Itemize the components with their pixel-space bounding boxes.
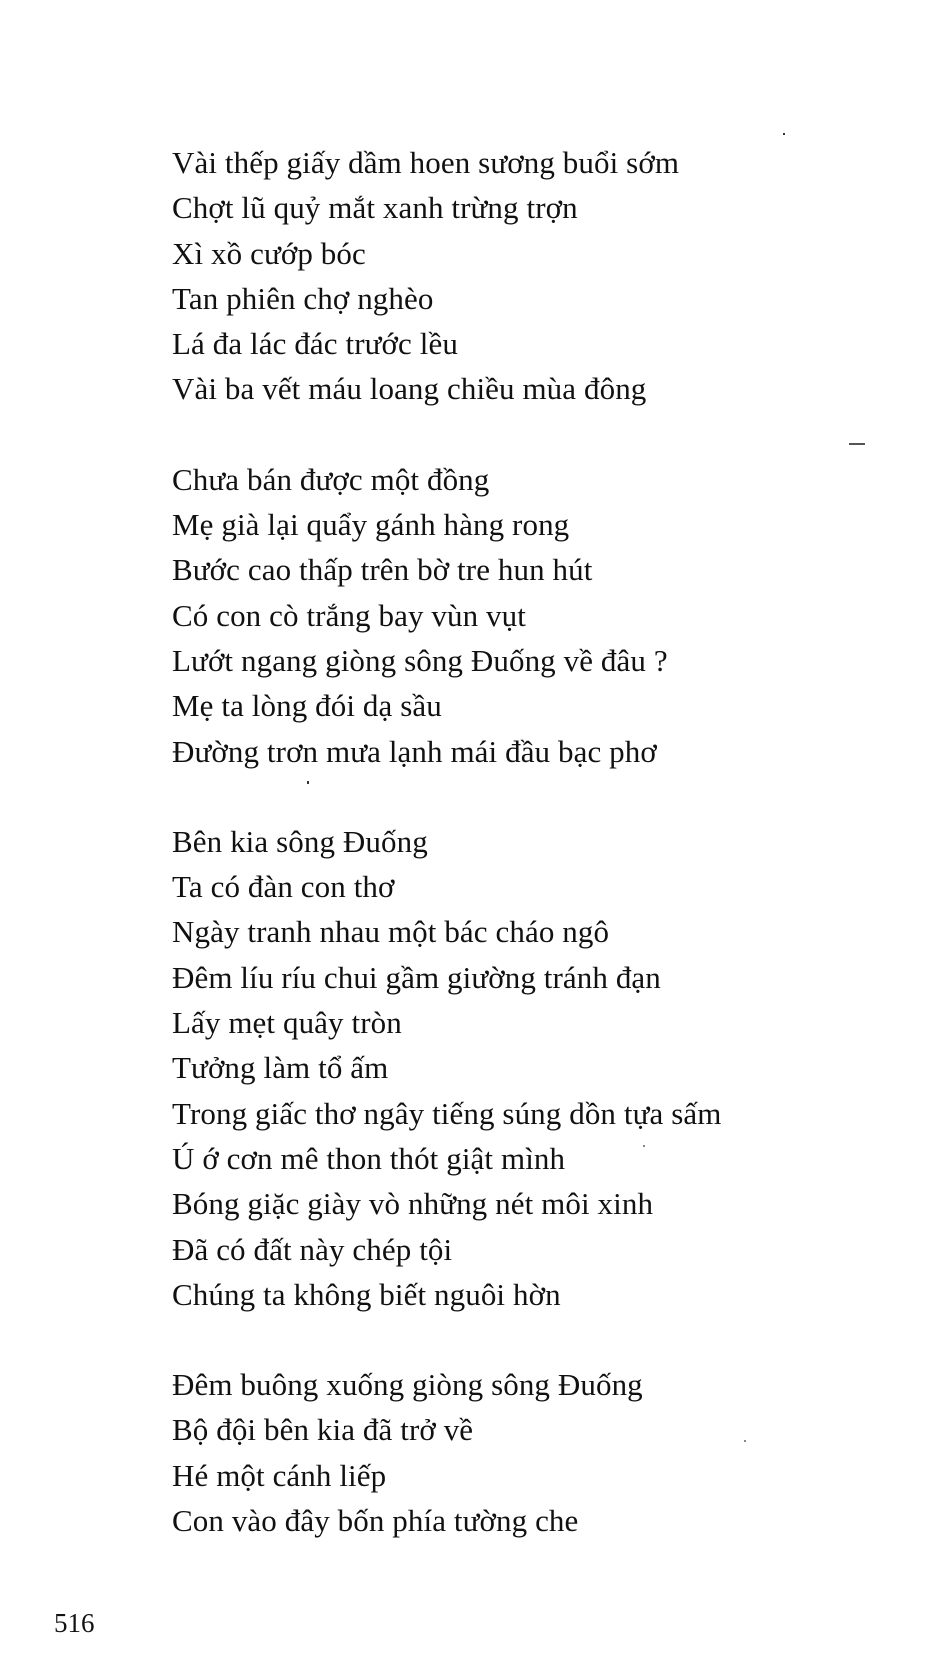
poem-line: Bước cao thấp trên bờ tre hun hút: [172, 552, 593, 588]
poem-line: Bộ đội bên kia đã trở về: [172, 1412, 474, 1448]
poem-line: Bóng giặc giày vò những nét môi xinh: [172, 1186, 654, 1222]
poem-line: Mẹ ta lòng đói dạ sầu: [172, 688, 442, 724]
poem-line: Vài thếp giấy dầm hoen sương buổi sớm: [172, 145, 680, 180]
poem-line: Tan phiên chợ nghèo: [172, 280, 434, 316]
poem-line: Chúng ta không biết nguôi hờn: [172, 1276, 561, 1312]
poem-line: Ta có đàn con thơ: [172, 869, 395, 905]
poem-line: Mẹ già lại quẩy gánh hàng rong: [172, 507, 570, 543]
poem-line: Xì xồ cướp bóc: [172, 235, 366, 271]
poem-line: Chợt lũ quỷ mắt xanh trừng trợn: [172, 190, 578, 226]
poem-line: Ú ớ cơn mê thon thót giật mình: [172, 1140, 566, 1176]
poem-line: Lấy mẹt quây tròn: [172, 1005, 402, 1041]
poem-line: Bên kia sông Đuống: [172, 823, 428, 859]
stanza-3: [172, 819, 872, 1317]
poem-body: [172, 140, 872, 1543]
scan-speck: [783, 133, 785, 135]
stanza-4: [172, 1362, 872, 1543]
stanza-1: [172, 140, 872, 412]
poem-line: Chưa bán được một đồng: [172, 461, 490, 497]
poem-line: Đêm líu ríu chui gầm giường tránh đạn: [172, 959, 661, 995]
poem-line: Vài ba vết máu loang chiều mùa đông: [172, 371, 647, 407]
poem-line: Có con cò trắng bay vùn vụt: [172, 597, 526, 633]
poem-line: Đã có đất này chép tội: [172, 1231, 453, 1267]
poem-line: Con vào đây bốn phía tường che: [172, 1503, 579, 1539]
poem-line: Lá đa lác đác trước lều: [172, 326, 458, 362]
poem-line: Hé một cánh liếp: [172, 1457, 387, 1493]
poem-line: Trong giấc thơ ngây tiếng súng dồn tựa sấm: [172, 1095, 722, 1131]
poem-line: Lướt ngang giòng sông Đuống về đâu ?: [172, 642, 668, 678]
poem-line: Đường trơn mưa lạnh mái đầu bạc phơ: [172, 733, 657, 769]
poem-line: Ngày tranh nhau một bác cháo ngô: [172, 914, 610, 950]
stanza-2: [172, 457, 872, 774]
page-number: 516: [54, 1608, 95, 1638]
poem-line: Tưởng làm tổ ấm: [172, 1050, 389, 1086]
poem-line: Đêm buông xuống giòng sông Đuống: [172, 1367, 643, 1403]
